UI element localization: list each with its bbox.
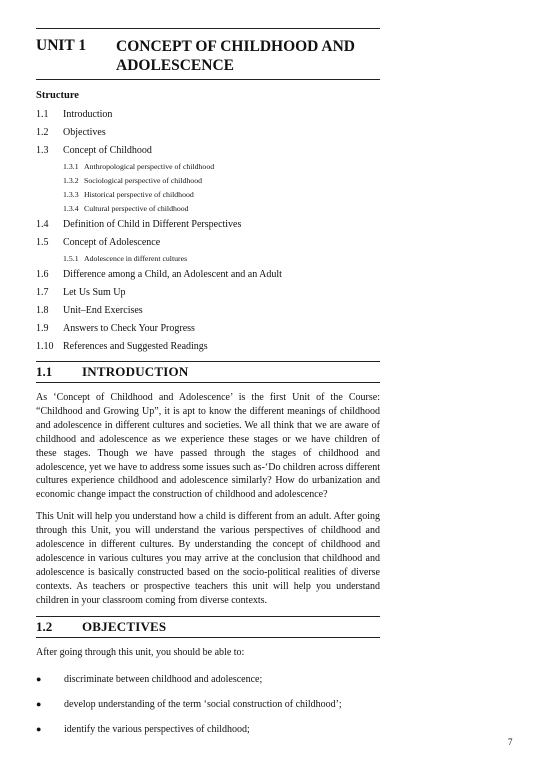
toc-subitem <box>36 251 380 265</box>
toc-label: Objectives <box>63 126 106 138</box>
unit-title-line: ADOLESCENCE <box>116 57 234 74</box>
toc-number: 1.9 <box>36 322 49 334</box>
toc-number: 1.7 <box>36 286 49 298</box>
toc-sub-label: Cultural perspective of childhood <box>84 203 189 213</box>
toc-number: 1.3 <box>36 144 49 156</box>
toc-number: 1.8 <box>36 304 49 316</box>
toc-sub-number: 1.3.3 <box>63 189 79 199</box>
section-heading-objectives <box>36 616 380 638</box>
toc-sub-number: 1.3.4 <box>63 203 79 213</box>
toc-item <box>36 123 380 141</box>
toc-label: Unit–End Exercises <box>63 304 143 316</box>
toc-sub-number: 1.3.1 <box>63 161 79 171</box>
bullet-icon: ● <box>36 673 42 684</box>
toc-number: 1.1 <box>36 108 49 120</box>
toc-item <box>36 301 380 319</box>
toc-subitem <box>36 187 380 201</box>
toc-item <box>36 215 380 233</box>
toc-item <box>36 105 380 123</box>
objective-item <box>36 724 380 735</box>
structure-heading: Structure <box>36 90 79 101</box>
introduction-paragraph: As ‘Concept of Childhood and Adolescence’ is the first Unit of the Course: “Childhood and Growing Up”, it is apt to know the different meanings of childhood and adolescence in different cultures and societies. We all think that we are aware of childhood and adolescence as we experience these stages or we have children of these stages. Though we have passed through the stages of childhood and adolescence, yet we have to address some issues such as-‘Do children across different cultures experience childhood and adolescence similarly? How do urbanization and economic change impact the construction of childhood and adolescence? <box>36 392 380 501</box>
toc-item <box>36 319 380 337</box>
bullet-icon: ● <box>36 698 42 709</box>
objectives-lead: After going through this unit, you should be able to: <box>36 646 245 658</box>
objective-item <box>36 699 380 710</box>
toc-item <box>36 283 380 301</box>
toc-label: Let Us Sum Up <box>63 286 126 298</box>
toc-subitem <box>36 173 380 187</box>
toc-sub-label: Adolescence in different cultures <box>84 253 188 263</box>
objective-text: discriminate between childhood and adolescence; <box>64 673 263 685</box>
toc-number: 1.5 <box>36 236 49 248</box>
toc-sub-number: 1.5.1 <box>63 253 79 263</box>
toc-label: Difference among a Child, an Adolescent and an Adult <box>63 268 282 280</box>
section-title: OBJECTIVES <box>82 618 167 634</box>
document-page <box>36 28 380 735</box>
toc-sub-label: Anthropological perspective of childhood <box>84 161 215 171</box>
section-heading-introduction <box>36 361 380 383</box>
toc-label: Answers to Check Your Progress <box>63 322 195 334</box>
toc-subitem <box>36 159 380 173</box>
toc-label: Definition of Child in Different Perspectives <box>63 218 242 230</box>
toc-item <box>36 233 380 251</box>
toc-sub-label: Sociological perspective of childhood <box>84 175 203 185</box>
section-title: INTRODUCTION <box>82 364 189 379</box>
toc-subitem <box>36 201 380 215</box>
unit-number: UNIT 1 <box>36 37 87 54</box>
toc-number: 1.10 <box>36 340 54 352</box>
toc-sub-label: Historical perspective of childhood <box>84 189 194 199</box>
page-number: 7 <box>508 737 513 747</box>
unit-title-line: CONCEPT OF CHILDHOOD AND <box>116 38 355 55</box>
section-number: 1.1 <box>36 364 53 379</box>
toc-label: Concept of Childhood <box>63 144 152 156</box>
toc-number: 1.6 <box>36 268 49 280</box>
section-number: 1.2 <box>36 618 53 634</box>
structure-list <box>36 105 380 355</box>
objectives-list <box>36 674 380 735</box>
toc-item <box>36 265 380 283</box>
toc-item <box>36 141 380 159</box>
toc-label: References and Suggested Readings <box>63 340 208 352</box>
toc-number: 1.4 <box>36 218 49 230</box>
objective-item <box>36 674 380 685</box>
objective-text: identify the various perspectives of childhood; <box>64 723 250 735</box>
toc-number: 1.2 <box>36 126 49 138</box>
toc-item <box>36 337 380 355</box>
unit-title <box>116 37 355 75</box>
objective-text: develop understanding of the term ‘social construction of childhood’; <box>64 698 342 710</box>
toc-sub-number: 1.3.2 <box>63 175 79 185</box>
bullet-icon: ● <box>36 723 42 734</box>
toc-label: Concept of Adolescence <box>63 236 161 248</box>
unit-header <box>36 28 380 80</box>
introduction-paragraph: This Unit will help you understand how a child is different from an adult. After going through this Unit, you will understand the various perspectives of childhood and adolescence in different cultures. By understanding the concept of childhood and adolescence in various cultures you may arrive at the conclusion that childhood and adolescence is basically constructed based on the socio-political realities of diverse contexts. As teachers or prospective teachers this unit will help you understand children in your classroom coming from diverse contexts. <box>36 511 380 606</box>
toc-label: Introduction <box>63 108 113 120</box>
